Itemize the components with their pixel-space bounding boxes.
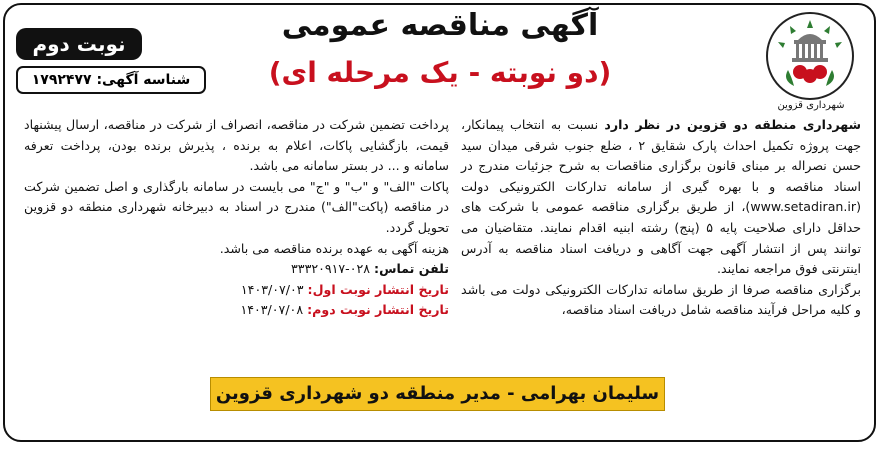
logo-emblem-icon — [768, 14, 852, 98]
ad-id-value: ۱۷۹۲۴۷۷ — [31, 72, 92, 88]
second-date-line — [24, 300, 449, 321]
signature-bar: سلیمان بهرامی - مدیر منطقه دو شهرداری قزوین — [210, 377, 665, 411]
ad-id-label: شناسه آگهی: — [96, 72, 191, 88]
first-date-value: ۱۴۰۳/۰۷/۰۳ — [240, 281, 304, 297]
page-title: آگهی مناقصه عمومی — [281, 8, 599, 43]
ad-id-box — [16, 66, 206, 94]
phone-label: تلفن تماس: — [374, 261, 449, 277]
p1-end: )، از طریق برگزاری مناقصه عمومی با شرکت های حداقل دارای صلاحیت پایه ۵ (پنج) رشته ابنیه اقدام نمایند. متقاضیان می توانند پس از انتشار آگهی جهت آگاهی و دریافت اسناد مناقصه به آدرس اینترنتی فوق مراجعه نمایند. — [461, 199, 861, 277]
round-badge: نوبت دوم — [16, 28, 142, 60]
p1-rest: نسبت به انتخاب پیمانکار، جهت پروژه تکمیل احداث پارک شقایق ۲ ، ضلع جنوب شرقی میدان سید حسن نصراله بر مبنای قانون برگزاری مناقصات به شرح جزئیات مندرج در اسناد مناقصه و با بهره گیری از سامانه تدارکات الکترونیکی دولت ( — [461, 117, 862, 215]
body-right-paragraph-2: برگزاری مناقصه صرفا از طریق سامانه تدارکات الکترونیکی دولت می باشد و کلیه مراحل فرآیند مناقصه شامل دریافت اسناد مناقصه، — [461, 281, 861, 318]
second-date-label: تاریخ انتشار نوبت دوم: — [307, 302, 449, 318]
phone-line — [24, 259, 449, 280]
body-left-paragraph-3: هزینه آگهی به عهده برنده مناقصه می باشد. — [219, 240, 449, 256]
setad-link[interactable]: www.setadiran.ir — [750, 199, 857, 215]
phone-value: ۰۲۸-۳۳۳۲۰۹۱۷ — [291, 261, 371, 277]
municipality-logo — [766, 12, 854, 100]
body-left-paragraph-1: پرداخت تضمین شرکت در مناقصه، انصراف از شرکت در مناقصه، ارسال پیشنهاد قیمت، بازگشایی پاکات، اعلام به برنده ، پذیرش برنده بودن، پرداخت تعرفه سامانه و ... در بستر سامانه می باشد. — [24, 117, 449, 174]
body-left-paragraph-2: پاکات "الف" و "ب" و "ج" می بایست در سامانه بارگذاری و اصل تضمین شرکت در مناقصه (پاکت"الف") مندرج در اسناد به دبیرخانه شهرداری منطقه دو قزوین تحویل گردد. — [24, 178, 449, 235]
body-left-column — [24, 115, 449, 321]
first-date-label: تاریخ انتشار نوبت اول: — [307, 281, 449, 297]
page-subtitle: (دو نوبته - یک مرحله ای) — [268, 56, 612, 89]
lead-bold: شهرداری منطقه دو قزوین در نظر دارد — [604, 117, 861, 132]
logo-caption: شهرداری قزوین — [777, 100, 845, 111]
body-right-paragraph-1 — [461, 115, 861, 280]
first-date-line — [24, 280, 449, 301]
body-right-column — [461, 115, 861, 321]
second-date-value: ۱۴۰۳/۰۷/۰۸ — [240, 302, 304, 318]
